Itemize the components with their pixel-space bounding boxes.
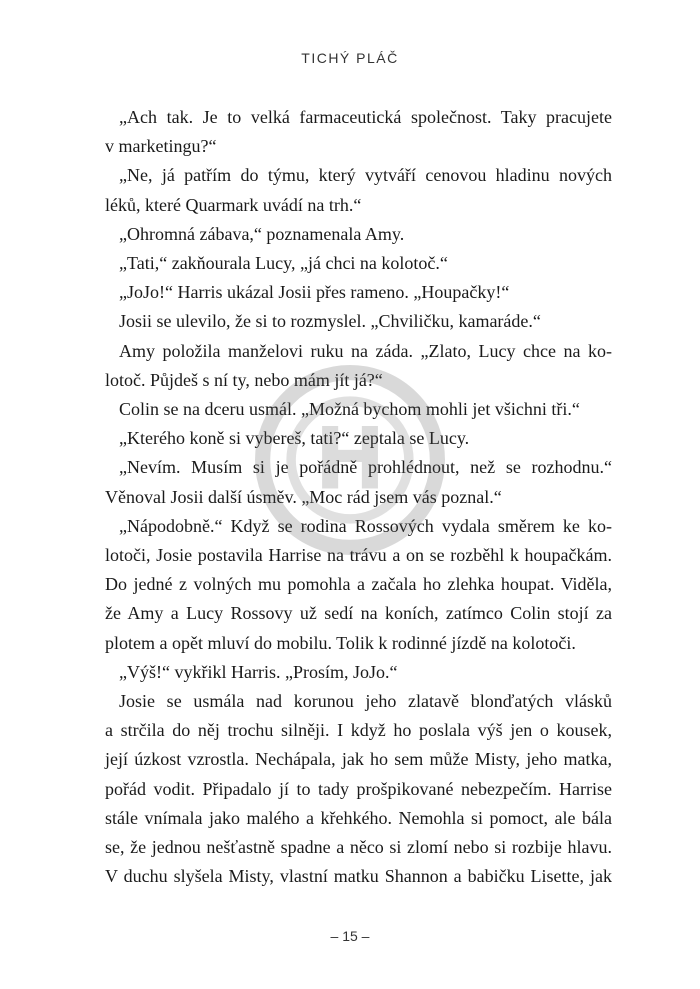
text-line: „Výš!“ vykřikl Harris. „Prosím, JoJo.“ (119, 661, 398, 682)
paragraph (105, 424, 612, 453)
text-line: stále vnímala jako malého a křehkého. Nemohla si pomoct, ale bála (105, 807, 612, 828)
text-line: „JoJo!“ Harris ukázal Josii přes rameno. „Houpačky!“ (119, 282, 510, 303)
text-line: se, že jednou nešťastně spadne a něco si zlomí nebo si rozbije hlavu. (105, 837, 612, 858)
paragraph (105, 395, 612, 424)
text-line: Věnoval Josii další úsměv. „Moc rád jsem vás poznal.“ (105, 486, 502, 507)
paragraph (105, 658, 612, 687)
paragraph (105, 103, 612, 161)
text-line: její úzkost vzrostla. Nechápala, jak ho sem může Misty, jeho matka, (105, 749, 612, 770)
text-line: Do jedné z volných mu pomohla a začala ho zlehka houpat. Viděla, (105, 574, 612, 595)
paragraph (105, 249, 612, 278)
paragraph (105, 337, 612, 395)
text-line: Colin se na dceru usmál. „Možná bychom mohli jet všichni tři.“ (119, 399, 580, 420)
paragraph (105, 278, 612, 307)
text-line: že Amy a Lucy Rossovy už sedí na koních, zatímco Colin stojí za (105, 603, 612, 624)
text-line: lotoči, Josie postavila Harrise na trávu a on se rozběhl k houpačkám. (105, 545, 612, 566)
paragraph (105, 307, 612, 336)
text-line: léků, které Quarmark uvádí na trh.“ (105, 194, 362, 215)
text-line: „Kterého koně si vybereš, tati?“ zeptala se Lucy. (119, 428, 470, 449)
body-text (105, 103, 612, 891)
text-line: „Nevím. Musím si je pořádně prohlédnout, než se rozhodnu.“ (119, 457, 612, 478)
text-line: Josie se usmála nad korunou jeho zlatavě blonďatých vlásků (119, 691, 612, 712)
paragraph (105, 512, 612, 658)
text-line: pořád vodit. Připadalo jí to tady prošpikované nebezpečím. Harrise (105, 778, 612, 799)
paragraph (105, 220, 612, 249)
paragraph (105, 687, 612, 891)
text-line: plotem a opět mluví do mobilu. Tolik k rodinné jízdě na kolotoči. (105, 632, 576, 653)
text-line: „Tati,“ zakňourala Lucy, „já chci na kolotoč.“ (119, 253, 448, 274)
running-head: TICHÝ PLÁČ (301, 50, 399, 66)
watermark-letter: H (314, 410, 386, 510)
text-line: lotoč. Půjdeš s ní ty, nebo mám jít já?“ (105, 369, 383, 390)
paragraph (105, 161, 612, 219)
text-line: v marketingu?“ (105, 136, 217, 157)
paragraph (105, 453, 612, 511)
text-line: a strčila do něj trochu silněji. I když ho poslala výš jen o kousek, (105, 720, 612, 741)
text-line: „Ohromná zábava,“ poznamenala Amy. (119, 223, 405, 244)
text-line: Josii se ulevilo, že si to rozmyslel. „Chviličku, kamaráde.“ (119, 311, 541, 332)
text-line: V duchu slyšela Misty, vlastní matku Shannon a babičku Lisette, jak (105, 866, 612, 887)
page-number: – 15 – (330, 928, 370, 944)
text-line: „Ach tak. Je to velká farmaceutická společnost. Taky pracujete (119, 107, 612, 127)
text-line: „Ne, já patřím do týmu, který vytváří cenovou hladinu nových (119, 165, 612, 186)
text-line: „Nápodobně.“ Když se rodina Rossových vydala směrem ke ko- (119, 515, 612, 536)
text-line: Amy položila manželovi ruku na záda. „Zlato, Lucy chce na ko- (119, 340, 612, 361)
